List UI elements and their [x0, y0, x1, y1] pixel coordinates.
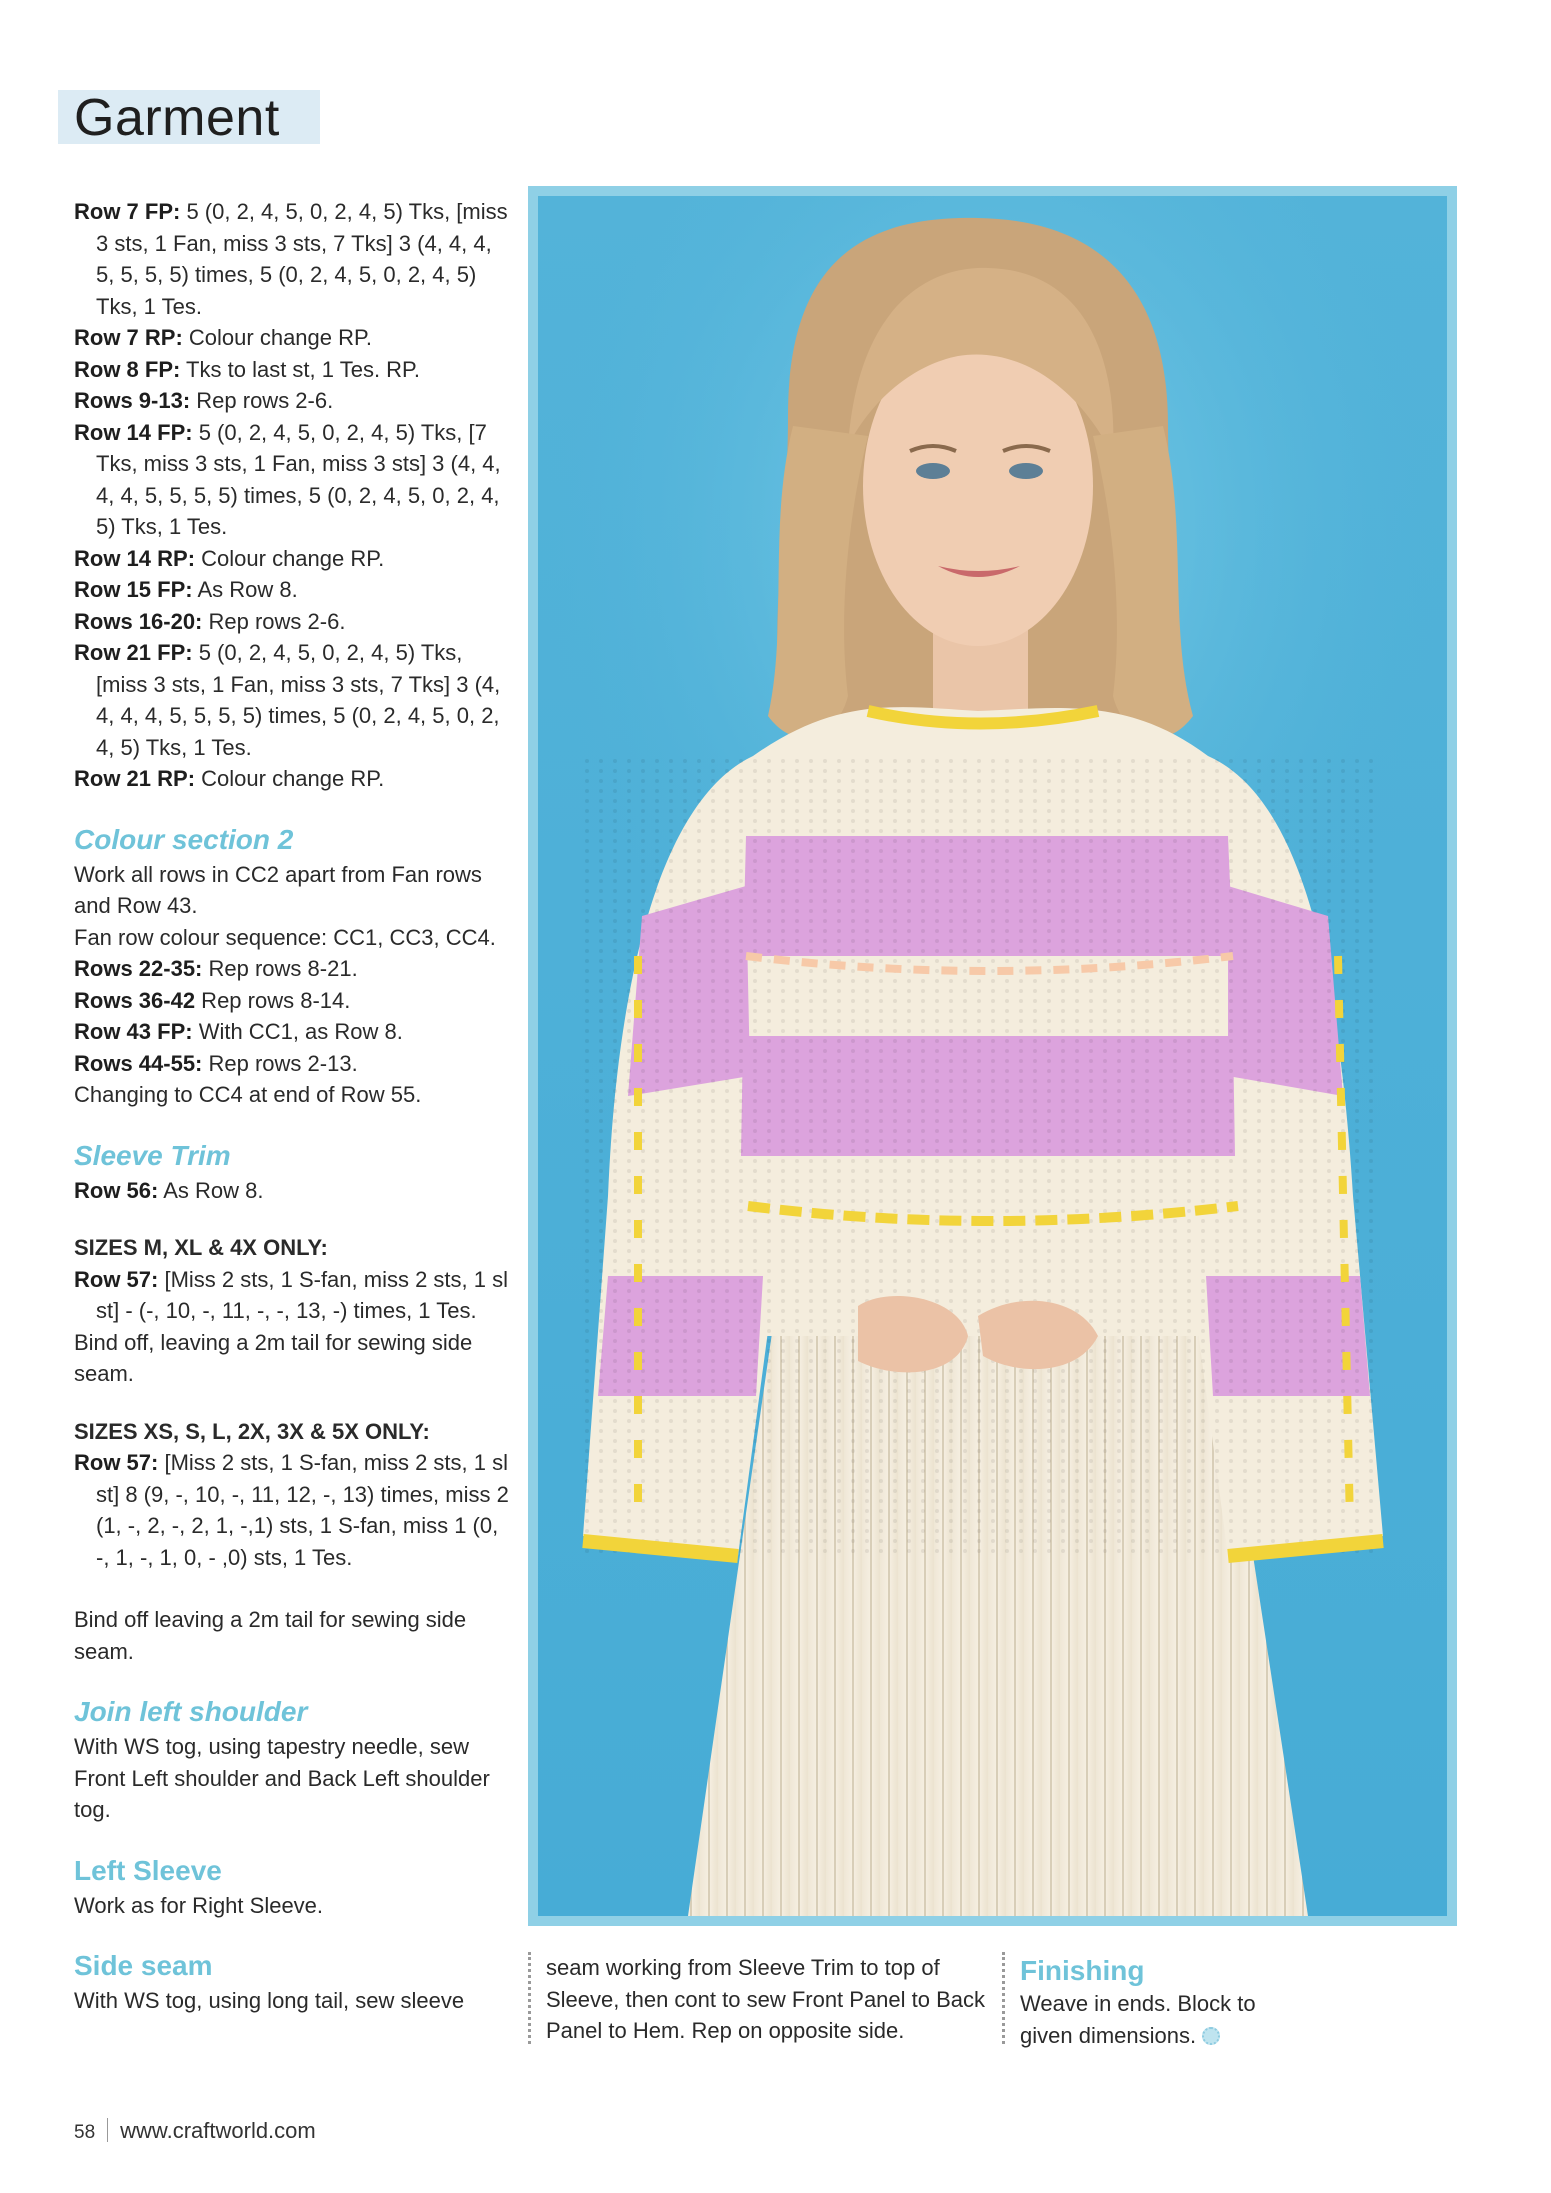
row-text: [Miss 2 sts, 1 S-fan, miss 2 sts, 1 sl st] 8 (9, -, 10, -, 11, 12, -, 13) times, miss 2 (1, -, 2, -, 2, 1, -,1) sts, 1 S-fan, miss 1 (0, -, 1, -, 1, 0, - ,0) sts, 1 Tes. [96, 1450, 509, 1570]
row-instruction [74, 417, 514, 543]
row-label: Row 14 RP: [74, 545, 196, 571]
model-photo [538, 196, 1447, 1916]
row-instruction [74, 606, 514, 638]
section-tag [58, 89, 320, 147]
row-label: Row 21 RP: [74, 766, 196, 791]
column-divider [528, 1952, 531, 2044]
row-text: 5 (0, 2, 4, 5, 0, 2, 4, 5) Tks, [miss 3 sts, 1 Fan, miss 3 sts, 7 Tks] 3 (4, 4, 4, 5, 5, 5, 5) times, 5 (0, 2, 4, 5, 0, 2, 4, 5) Tks, 1 Tes. [96, 199, 508, 319]
page-footer [74, 2118, 316, 2144]
row-text: As Row 8. [158, 1177, 264, 1203]
row-instruction [74, 543, 514, 575]
colour-section-2-rows [74, 953, 514, 1079]
row-instructions [74, 196, 514, 795]
row-label: Rows 22-35: [74, 956, 203, 981]
fan-colour-sequence: Fan row colour sequence: CC1, CC3, CC4. [74, 924, 496, 950]
left-sleeve-text: Work as for Right Sleeve. [74, 1892, 324, 1918]
row-text: With CC1, as Row 8. [192, 1019, 403, 1044]
section-title: Garment [74, 89, 280, 147]
side-seam-text: With WS tog, using long tail, sew sleeve [74, 1988, 465, 2013]
row-label: Row 7 RP: [74, 325, 183, 350]
join-left-shoulder-heading: Join left shoulder [74, 1696, 308, 1727]
finishing-heading: Finishing [1020, 1955, 1145, 1986]
page-number: 58 [74, 2122, 96, 2143]
sizes-b-note: Bind off leaving a 2m tail for sewing side seam. [74, 1607, 467, 1664]
sleeve-trim-row [74, 1175, 514, 1207]
website-link[interactable]: www.craftworld.com [120, 2118, 316, 2143]
row-text: Rep rows 2-6. [202, 608, 346, 634]
row-label: Row 7 FP: [74, 199, 181, 224]
row-label: Rows 9-13: [74, 388, 191, 413]
pattern-column [74, 196, 514, 2017]
side-seam-continued: seam working from Sleeve Trim to top of Sleeve, then cont to sew Front Panel to Back Panel to Hem. Rep on opposite side. [546, 1955, 986, 2043]
row-instruction [74, 953, 514, 985]
row-instruction [74, 354, 514, 386]
row-label: Rows 44-55: [74, 1050, 203, 1076]
column-divider [1002, 1952, 1005, 2044]
join-left-shoulder-text: With WS tog, using tapestry needle, sew Front Left shoulder and Back Left shoulder tog. [74, 1734, 490, 1822]
footer-divider [107, 2118, 108, 2142]
row-text: Colour change RP. [195, 766, 385, 791]
colour-section-2-heading: Colour section 2 [74, 823, 294, 855]
row-label: Row 14 FP: [74, 419, 193, 445]
sleeve-trim-heading: Sleeve Trim [74, 1139, 231, 1171]
left-sleeve-heading: Left Sleeve [74, 1854, 222, 1886]
side-seam-heading: Side seam [74, 1950, 213, 1981]
row-label: Row 8 FP: [74, 356, 181, 382]
row-label: Row 21 FP: [74, 640, 193, 665]
row-label: Row 15 FP: [74, 577, 193, 602]
colour-section-2-outro: Changing to CC4 at end of Row 55. [74, 1082, 422, 1107]
row-text: Rep rows 8-21. [202, 956, 358, 981]
row-instruction [74, 385, 514, 417]
row-instruction [74, 196, 514, 322]
row-instruction [74, 574, 514, 606]
colour-section-2-intro: Work all rows in CC2 apart from Fan rows and Row 43. [74, 861, 482, 918]
row-instruction [74, 322, 514, 354]
sizes-a-note: Bind off, leaving a 2m tail for sewing side seam. [74, 1329, 473, 1386]
row-text: As Row 8. [192, 577, 298, 602]
model-illustration [538, 196, 1447, 1916]
yarn-ball-icon [1202, 2027, 1220, 2045]
row-label: Rows 36-42 [74, 987, 196, 1013]
row-text: Rep rows 2-6. [190, 388, 334, 413]
row-label: Row 57: [74, 1266, 159, 1292]
row-label: Row 57: [74, 1450, 159, 1475]
finishing-text: Weave in ends. Block to given dimensions. [1020, 1991, 1256, 2048]
sizes-b-row [74, 1447, 514, 1573]
row-instruction [74, 985, 514, 1017]
row-text: [Miss 2 sts, 1 S-fan, miss 2 sts, 1 sl st] - (-, 10, -, 11, -, -, 13, -) times, 1 Tes. [96, 1266, 508, 1323]
row-text: Tks to last st, 1 Tes. RP. [180, 356, 421, 382]
row-label: Rows 16-20: [74, 608, 203, 634]
row-instruction [74, 637, 514, 763]
row-text: 5 (0, 2, 4, 5, 0, 2, 4, 5) Tks, [miss 3 sts, 1 Fan, miss 3 sts, 7 Tks] 3 (4, 4, 4, 4, 5, 5, 5, 5) times, 5 (0, 2, 4, 5, 0, 2, 4, 5) Tks, 1 Tes. [96, 640, 501, 760]
row-text: Colour change RP. [182, 325, 372, 350]
sizes-b-heading: SIZES XS, S, L, 2X, 3X & 5X ONLY: [74, 1418, 430, 1444]
sizes-a-row [74, 1264, 514, 1327]
row-text: Colour change RP. [195, 545, 385, 571]
row-text: Rep rows 8-14. [195, 987, 351, 1013]
row-instruction [74, 1048, 514, 1080]
row-instruction [74, 763, 514, 795]
row-label: Row 43 FP: [74, 1019, 193, 1044]
finishing-section [1020, 1954, 1300, 2051]
row-text: 5 (0, 2, 4, 5, 0, 2, 4, 5) Tks, [7 Tks, miss 3 sts, 1 Fan, miss 3 sts] 3 (4, 4, 4, 4, 5, 5, 5, 5) times, 5 (0, 2, 4, 5, 0, 2, 4, 5) Tks, 1 Tes. [96, 419, 501, 539]
row-label: Row 56: [74, 1177, 159, 1203]
row-instruction [74, 1016, 514, 1048]
row-text: Rep rows 2-13. [202, 1050, 358, 1076]
sizes-a-heading: SIZES M, XL & 4X ONLY: [74, 1235, 328, 1260]
